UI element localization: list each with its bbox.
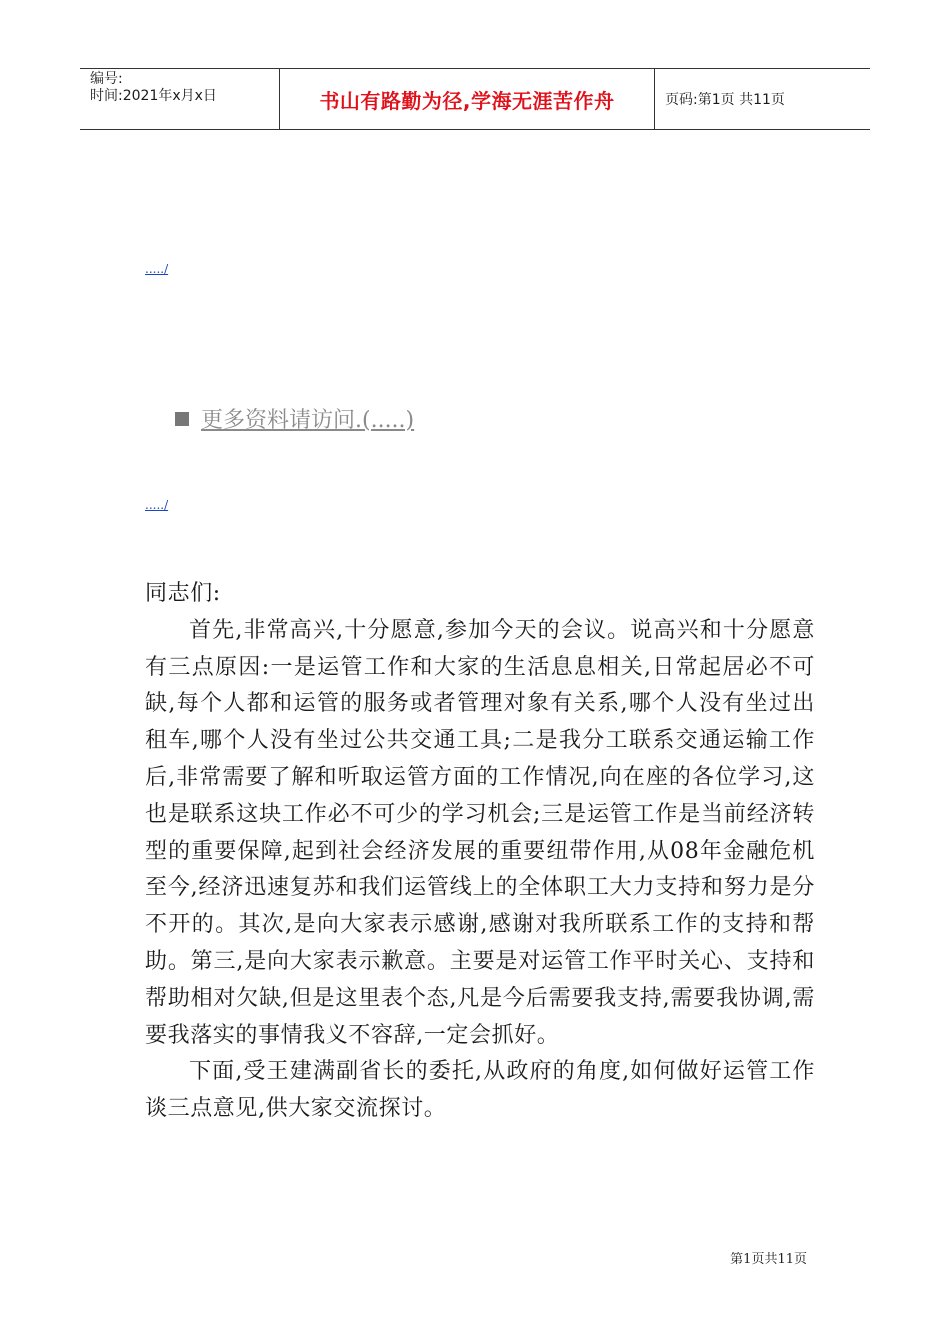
link-top[interactable]: ...../: [145, 262, 169, 276]
speech-body: [145, 576, 815, 1128]
date-label: 时间:2021年x月x日: [90, 88, 217, 104]
paragraph-2: 下面,受王建满副省长的委托,从政府的角度,如何做好运管工作谈三点意见,供大家交流探讨。: [145, 1059, 815, 1122]
more-resources[interactable]: [175, 403, 414, 434]
header-meta: [80, 69, 280, 129]
document-header: [80, 68, 870, 130]
salutation: 同志们:: [145, 581, 221, 606]
footer-page-number: 第1页共11页: [730, 1252, 807, 1267]
paragraph-1: 首先,非常高兴,十分愿意,参加今天的会议。说高兴和十分愿意有三点原因:一是运管工作和大家的生活息息相关,日常起居必不可缺,每个人都和运管的服务或者管理对象有关系,哪个人没有坐过出租车,哪个人没有坐过公共交通工具;二是我分工联系交通运输工作后,非常需要了解和听取运管方面的工作情况,向在座的各位学习,这也是联系这块工作必不可少的学习机会;三是运管工作是当前经济转型的重要保障,起到社会经济发展的重要纽带作用,从08年金融危机至今,经济迅速复苏和我们运管线上的全体职工大力支持和努力是分不开的。其次,是向大家表示感谢,感谢对我所联系工作的支持和帮助。第三,是向大家表示歉意。主要是对运管工作平时关心、支持和帮助相对欠缺,但是这里表个态,凡是今后需要我支持,需要我协调,需要我落实的事情我义不容辞,一定会抓好。: [145, 617, 815, 1048]
square-bullet-icon: [175, 412, 189, 426]
code-label: 编号:: [90, 71, 123, 87]
header-page-info: 页码:第1页 共11页: [665, 92, 785, 108]
more-resources-link[interactable]: 更多资料请访问.(.....): [201, 408, 415, 433]
link-middle[interactable]: ...../: [145, 498, 169, 512]
header-motto: 书山有路勤为径,学海无涯苦作舟: [280, 69, 655, 129]
